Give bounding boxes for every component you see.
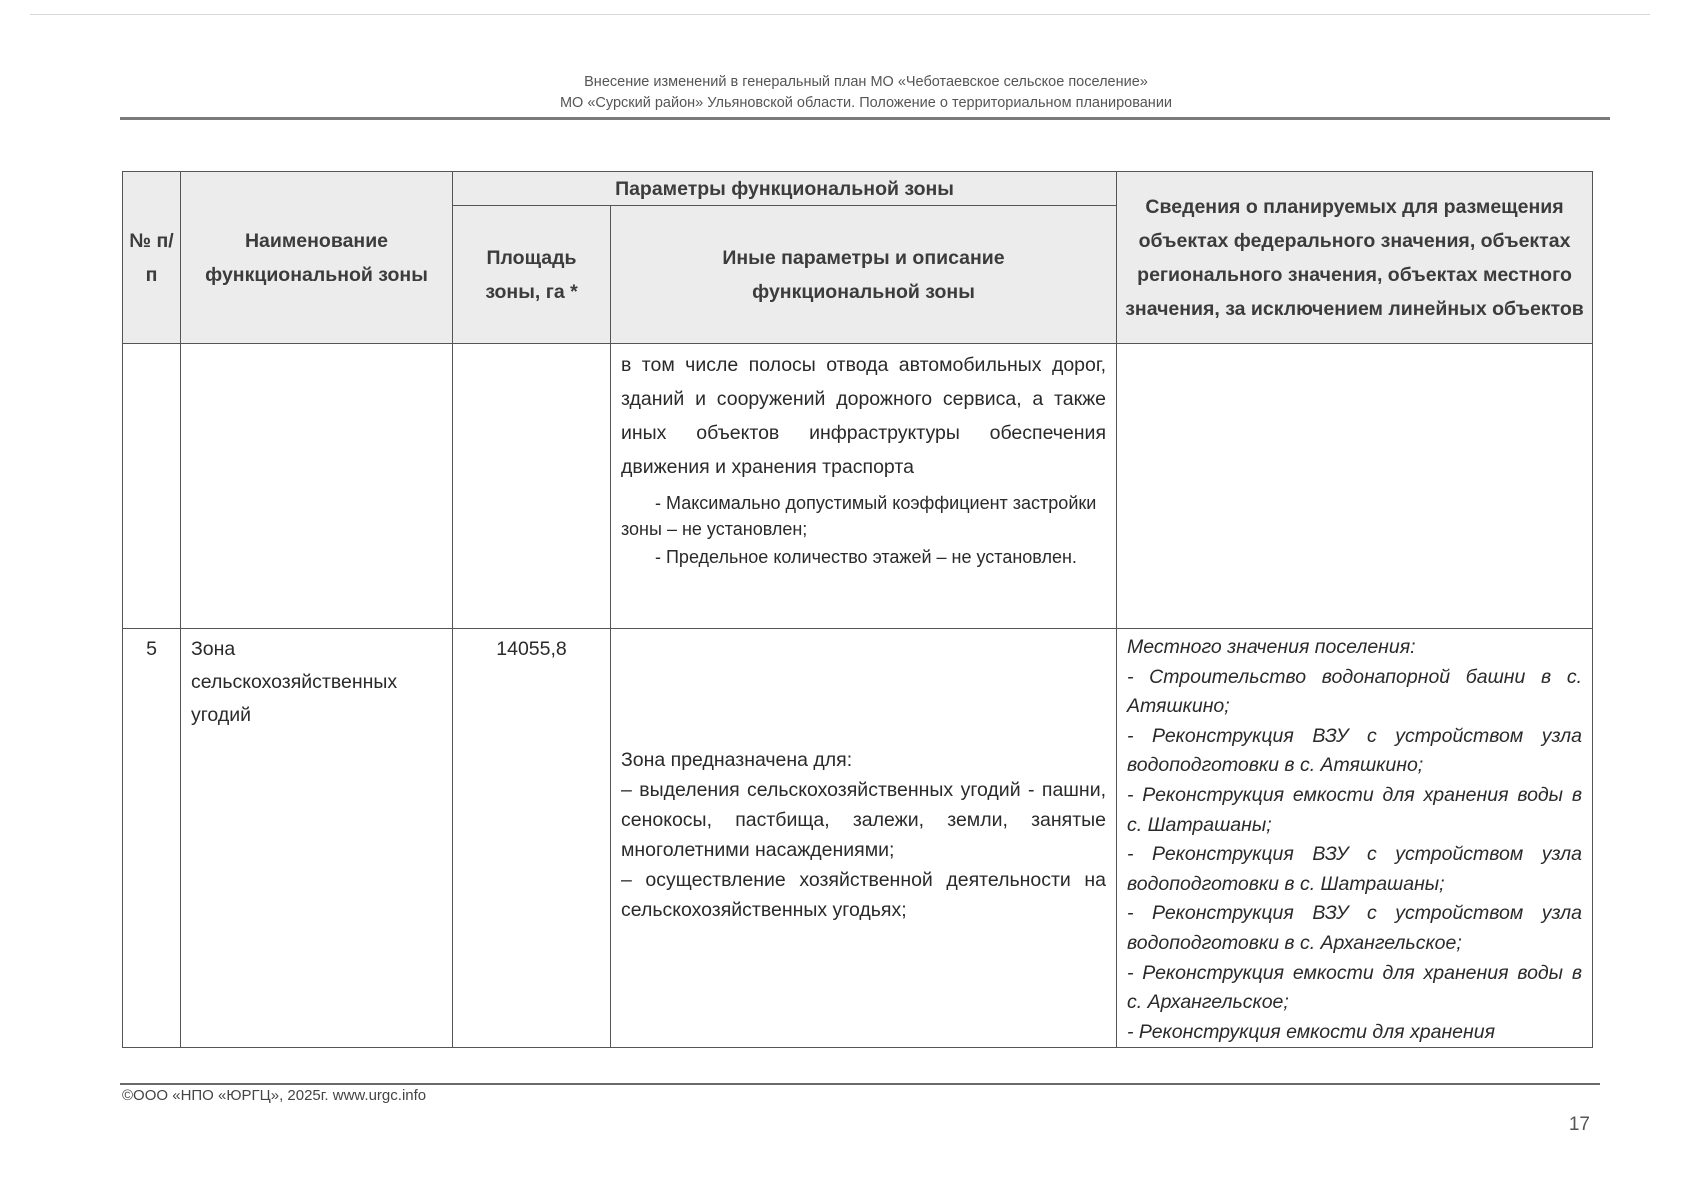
- page-number: 17: [1568, 1114, 1590, 1135]
- row-number-cell: [123, 344, 181, 629]
- objects-item: - Реконструкция ВЗУ с устройством узла водоподготовки в с. Шатрашаны;: [1127, 843, 1583, 895]
- description-intro: Зона предназначена для:: [621, 749, 853, 771]
- objects-item: - Реконструкция емкости для хранения воды в с. Шатрашаны;: [1127, 783, 1583, 836]
- objects-item: - Реконструкция ВЗУ с устройством узла водоподготовки в с. Атяшкино;: [1127, 724, 1583, 777]
- functional-zones-table: [122, 171, 1593, 1048]
- description-param-coefficient: - Максимально допустимый коэффициент застройки зоны – не установлен;: [621, 493, 1097, 539]
- header-line-2: МО «Сурский район» Ульяновской области. Положение о территориальном планировании: [559, 95, 1173, 111]
- header-other-params: Иные параметры и описание функциональной зоны: [611, 206, 1117, 344]
- row-area-cell: 14055,8: [453, 629, 611, 1048]
- objects-item: - Строительство водонапорной башни в с. Атяшкино;: [1127, 665, 1583, 718]
- row-description-cell: [611, 344, 1117, 629]
- header-zone-parameters: Параметры функциональной зоны: [453, 172, 1117, 206]
- row-name-cell: Зона сельскохозяйственных угодий: [181, 629, 453, 1048]
- footer-divider: [120, 1083, 1600, 1085]
- row-description-cell: [611, 629, 1117, 1048]
- table-row: [123, 344, 1593, 629]
- header-line-1: Внесение изменений в генеральный план МО «Чеботаевское сельское поселение»: [584, 74, 1148, 90]
- row-name-cell: [181, 344, 453, 629]
- row-number-cell: 5: [123, 629, 181, 1048]
- row-objects-cell: [1117, 344, 1593, 629]
- header-number: № п/п: [123, 172, 181, 344]
- objects-item: - Реконструкция ВЗУ с устройством узла водоподготовки в с. Архангельское;: [1127, 902, 1583, 954]
- description-item-2: – осуществление хозяйственной деятельности на сельскохозяйственных угодьях;: [621, 869, 1107, 921]
- objects-title: Местного значения поселения:: [1127, 636, 1416, 658]
- description-param-floors: - Предельное количество этажей – не установлен.: [655, 547, 1077, 567]
- description-main: в том числе полосы отвода автомобильных дорог, зданий и сооружений дорожного сервиса, а также иных объектов инфраструктуры обеспечения движения и хранения траспорта: [621, 354, 1107, 478]
- scan-edge-line: [30, 14, 1650, 15]
- row-area-cell: [453, 344, 611, 629]
- header-zone-name: Наименование функциональной зоны: [181, 172, 453, 344]
- header-planned-objects: Сведения о планируемых для размещения объектах федерального значения, объектах регионального значения, объектах местного значения, за исключением линейных объектов: [1117, 172, 1593, 344]
- footer-copyright: ©ООО «НПО «ЮРГЦ», 2025г. www.urgc.info: [122, 1087, 427, 1104]
- header-zone-area: Площадь зоны, га *: [453, 206, 611, 344]
- description-item-1: – выделения сельскохозяйственных угодий - пашни, сенокосы, пастбища, залежи, земли, занятые многолетними насаждениями;: [621, 779, 1107, 861]
- table-row: [123, 629, 1593, 1048]
- objects-item: - Реконструкция емкости для хранения: [1127, 1020, 1496, 1043]
- row-objects-cell: [1117, 629, 1593, 1048]
- objects-item: - Реконструкция емкости для хранения воды в с. Архангельское;: [1127, 961, 1583, 1014]
- header-divider: [120, 117, 1610, 120]
- document-header: [122, 72, 1610, 114]
